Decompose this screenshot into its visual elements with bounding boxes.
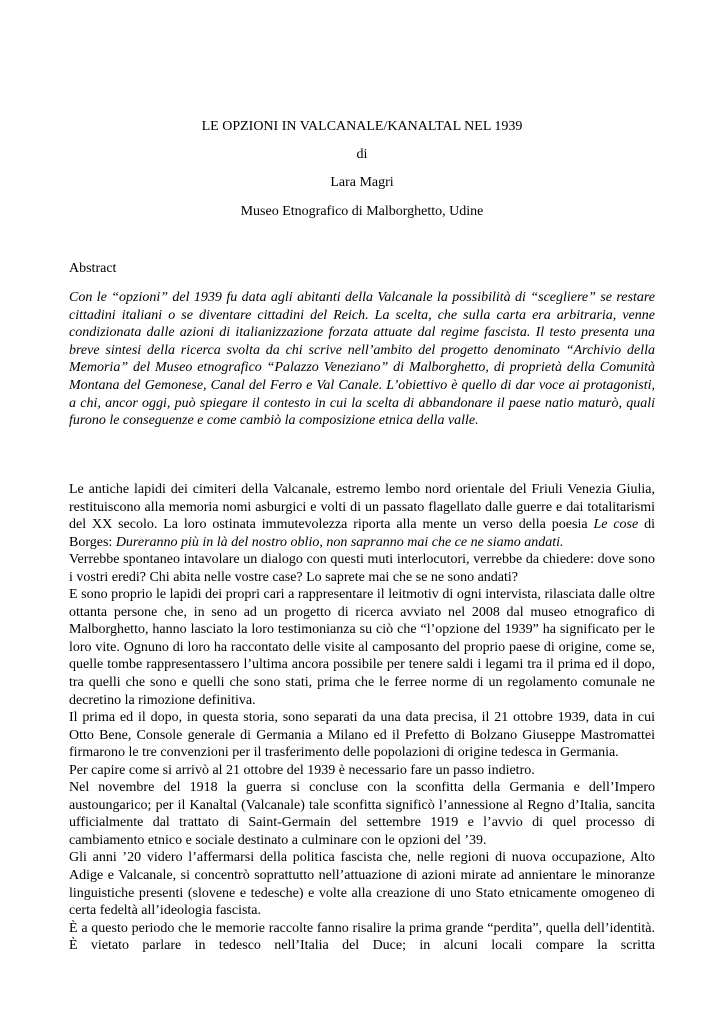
byline-di: di: [356, 147, 368, 162]
author-name: Lara Magri: [330, 175, 394, 190]
paragraph: Per capire come si arrivò al 21 ottobre del 1939 è necessario fare un passo indietro.: [69, 762, 535, 778]
paragraph: Nel novembre del 1918 la guerra si concluse con la sconfitta della Germania e dell’Impero austoungarico; per il Kanaltal (Valcanale) tale sconfitta significò l’annessione al Regno d’Italia, sancita ufficialmente dal trattato di Saint-Germain del settembre 1919 e l’avvio di quel processo di cambiamento etnico e sociale destinato a culminare con le opzioni del ’39.: [69, 780, 655, 848]
abstract-heading: Abstract: [69, 261, 117, 276]
poem-quote: Dureranno più in là del nostro oblio, non sapranno mai che ce ne siamo andati.: [115, 534, 564, 550]
paragraph: Il prima ed il dopo, in questa storia, sono separati da una data precisa, il 21 ottobre 1939, data in cui Otto Bene, Console generale di Germania a Milano ed il Prefetto di Bolzano Giuseppe Mastromattei firmarono le tre convenzioni per il trasferimento delle popolazioni di origine tedesca in Germania.: [69, 710, 655, 761]
poem-title: Le cose: [593, 517, 639, 533]
author-affiliation: Museo Etnografico di Malborghetto, Udine: [240, 204, 484, 219]
paragraph: Gli anni ’20 videro l’affermarsi della politica fascista che, nelle regioni di nuova occupazione, Alto Adige e Valcanale, si concentrò soprattutto nell’attuazione di azioni mirate ad annientare le minoranze linguistiche presenti (slovene e tedesche) e volte alla creazione di uno Stato etnicamente omogeneo di certa fedeltà all’ideologia fascista.: [69, 850, 655, 919]
paragraph: Le antiche lapidi dei cimiteri della Valcanale, estremo lembo nord orientale del Friuli Venezia Giulia, restituiscono alla memoria nomi asburgici e volti di un passato flagellato dalle guerre e dai totalitarismi del XX secolo. La loro ostinata immutevolezza riporta alla mente un verso della poesia Le cose di Borges: Dureranno più in là del nostro oblio, non sapranno mai che ce ne siamo andati.: [69, 482, 655, 550]
paragraph: E sono proprio le lapidi dei propri cari a rappresentare il leitmotiv di ogni intervista, rilasciata dalle oltre ottanta persone che, in seno ad un progetto di ricerca avviato nel 2008 dal museo etnografico di Malborghetto, hanno lasciato la loro testimonianza su ciò che “l’opzione del 1939” ha significato per le loro vite. Ognuno di loro ha raccontato delle visite al camposanto del proprio paese di origine, come se, quelle tombe rappresentassero l’ultima ancora possibile per tenere saldi i legami tra il prima ed il dopo, tra quelli che sono e quelli che sono stati, prima che le ferree norme di un regolamento comunale ne decretino la rimozione definitiva.: [69, 587, 655, 708]
document-title: LE OPZIONI IN VALCANALE/KANALTAL NEL 1939: [201, 119, 523, 134]
abstract-text: Con le “opzioni” del 1939 fu data agli abitanti della Valcanale la possibilità di “scegliere” se restare cittadini italiani o se diventare cittadini del Reich. La scelta, che sulla carta era arbitraria, venne condizionata dalle azioni di italianizzazione forzata attuate dal regime fascista. Il testo presenta una breve sintesi della ricerca svolta da chi scrive nell’ambito del progetto denominato “Archivio della Memoria” del Museo etnografico “Palazzo Veneziano” di Malborghetto, di proprietà della Comunità Montana del Gemonese, Canal del Ferro e Val Canale. L’obiettivo è quello di dar voce ai protagonisti, a chi, ancor oggi, può spiegare il contesto in cui la scelta di abbandonare il paese natio maturò, quali furono le conseguenze e come cambiò la composizione etnica della valle.: [69, 290, 655, 429]
body-text: [69, 481, 655, 955]
paragraph: Verrebbe spontaneo intavolare un dialogo con questi muti interlocutori, verrebbe da chiedere: dove sono i vostri eredi? Chi abita nelle vostre case? Lo saprete mai che se ne sono andati?: [69, 552, 655, 585]
paragraph: È a questo periodo che le memorie raccolte fanno risalire la prima grande “perdita”, quella dell’identità. È vietato parlare in tedesco nell’Italia del Duce; in alcuni locali compare la scritta: [69, 920, 655, 954]
